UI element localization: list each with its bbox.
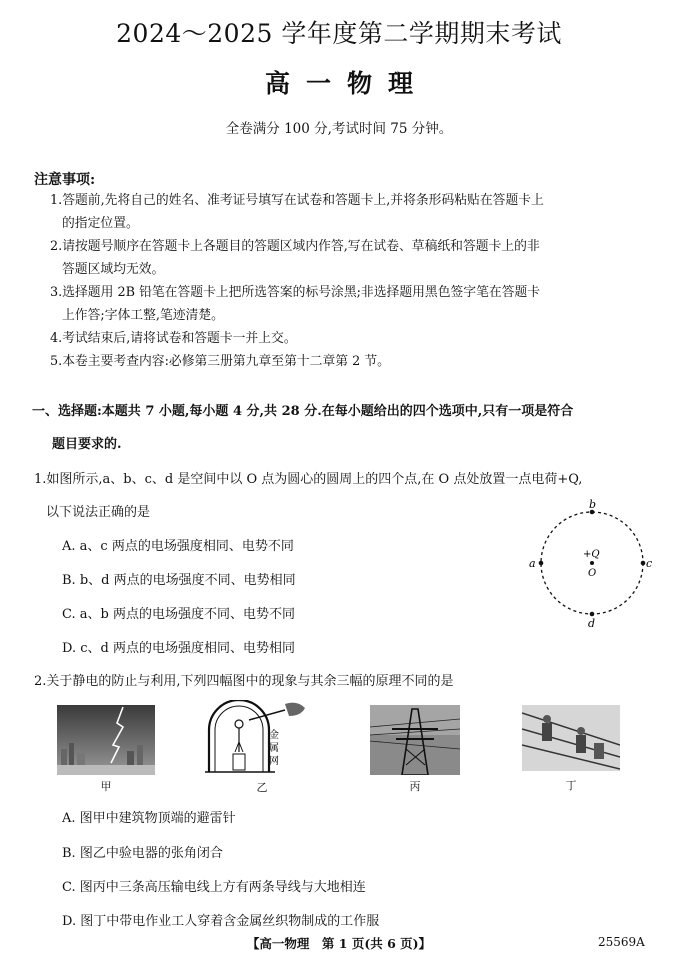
q2-option-a: A. 图甲中建筑物顶端的避雷针	[62, 811, 236, 826]
q1-option-d: D. c、d 两点的电场强度相同、电势相同	[62, 641, 295, 656]
mesh-label-2: 属	[269, 743, 279, 754]
q1-stem-cont: 以下说法正确的是	[46, 505, 151, 520]
notice-line: 上作答;字体工整,笔迹清楚。	[62, 308, 224, 323]
point-c-label: c	[646, 557, 653, 570]
q2-stem: 2.关于静电的防止与利用,下列四幅图中的现象与其余三幅的原理不同的是	[34, 674, 454, 689]
charge-label: +Q	[583, 549, 600, 560]
live-work-photo	[522, 705, 620, 771]
notice-line: 的指定位置。	[62, 216, 139, 231]
q1-option-b: B. b、d 两点的电场强度不同、电势相同	[62, 573, 296, 588]
power-tower-photo	[370, 705, 460, 775]
notice-line: 2.请按题号顺序在答题卡上各题目的答题区域内作答,写在试卷、草稿纸和答题卡上的非	[50, 239, 540, 254]
notice-line: 答题区域均无效。	[62, 262, 165, 277]
point-a-label: a	[529, 557, 536, 570]
q1-stem: 1.如图所示,a、b、c、d 是空间中以 O 点为圆心的圆周上的四个点,在 O 点处放置一点电荷+Q,	[34, 472, 583, 487]
exam-code: 25569A	[598, 935, 645, 949]
q1-option-c: C. a、b 两点的电场强度不同、电势不同	[62, 607, 295, 622]
electroscope-figure	[205, 700, 320, 776]
caption-ding: 丁	[565, 779, 577, 792]
caption-yi: 乙	[256, 781, 268, 794]
notice-line: 4.考试结束后,请将试卷和答题卡一并上交。	[50, 331, 297, 346]
section-heading-cont: 题目要求的.	[52, 437, 122, 452]
lightning-photo	[57, 705, 155, 775]
mesh-label-1: 金	[269, 730, 279, 741]
mesh-label-3: 网	[269, 756, 279, 767]
notice-heading: 注意事项:	[34, 172, 96, 188]
page-footer: 【高一物理 第 1 页(共 6 页)】	[246, 936, 432, 951]
subject-title: 高一物理	[264, 69, 429, 98]
q2-option-c: C. 图丙中三条高压输电线上方有两条导线与大地相连	[62, 880, 366, 895]
caption-bing: 丙	[409, 780, 421, 793]
point-d-label: d	[588, 617, 596, 630]
notice-line: 1.答题前,先将自己的姓名、准考证号填写在试卷和答题卡上,并将条形码粘贴在答题卡上	[50, 193, 544, 208]
score-info: 全卷满分 100 分,考试时间 75 分钟。	[225, 121, 453, 137]
q1-option-a: A. a、c 两点的电场强度相同、电势不同	[62, 539, 294, 554]
q1-circle-figure	[522, 495, 662, 635]
center-label: O	[588, 568, 597, 579]
q2-option-d: D. 图丁中带电作业工人穿着含金属丝织物制成的工作服	[62, 914, 380, 929]
section-heading: 一、选择题:本题共 7 小题,每小题 4 分,共 28 分.在每小题给出的四个选项中,只有一项是符合	[32, 404, 574, 419]
point-b-label: b	[589, 498, 597, 511]
caption-jia: 甲	[100, 780, 112, 793]
q2-option-b: B. 图乙中验电器的张角闭合	[62, 846, 223, 861]
notice-line: 5.本卷主要考查内容:必修第三册第九章至第十二章第 2 节。	[50, 354, 390, 369]
notice-line: 3.选择题用 2B 铅笔在答题卡上把所选答案的标号涂黑;非选择题用黑色签字笔在答题卡	[50, 285, 541, 300]
exam-title: 2024～2025 学年度第二学期期末考试	[116, 19, 562, 48]
